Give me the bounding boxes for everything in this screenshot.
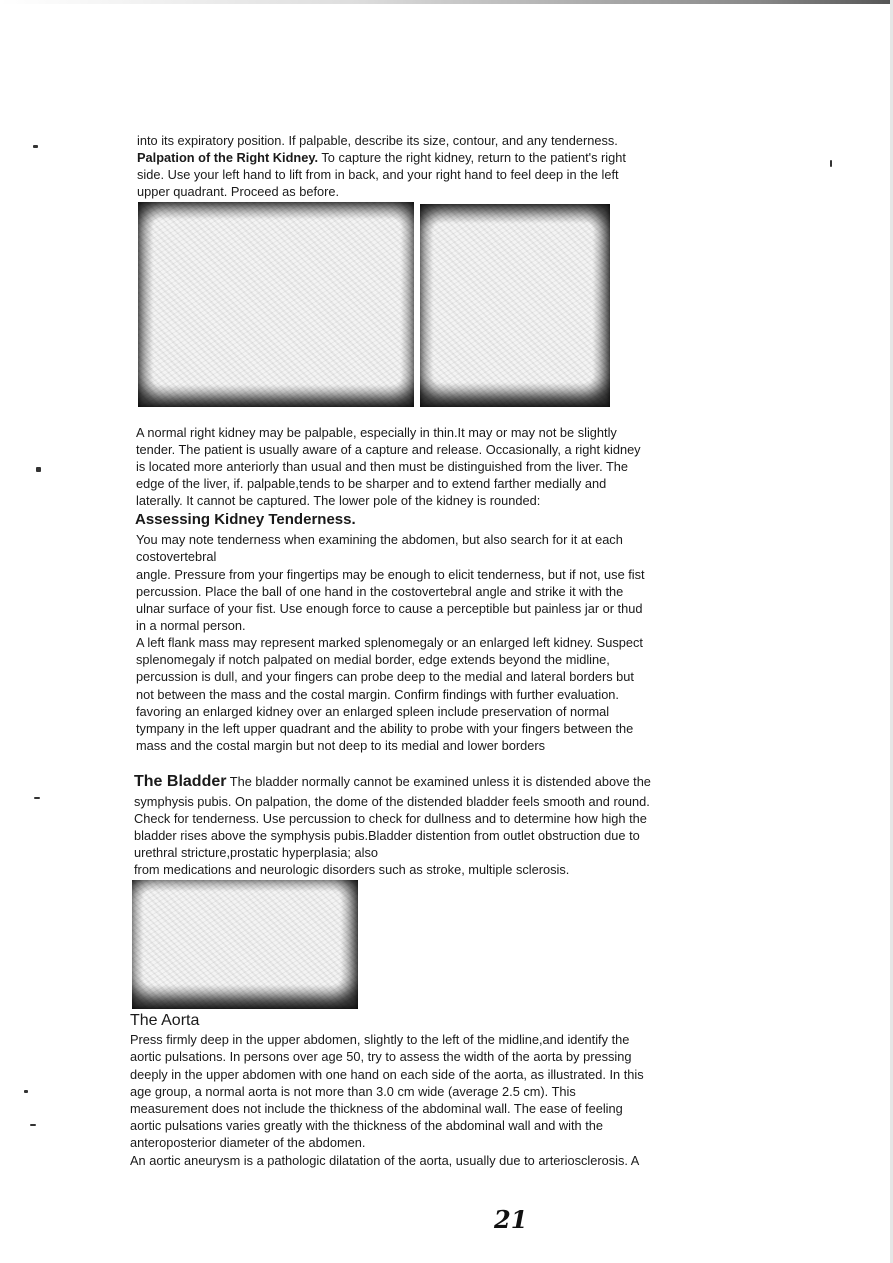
kidney-palpation-photo-right	[420, 204, 610, 407]
text-line: not between the mass and the costal margin. Confirm findings with further evaluation.	[136, 687, 619, 702]
text-line: tender. The patient is usually aware of a capture and release. Occasionally, a right kidney	[136, 442, 641, 457]
text-line: percussion. Place the ball of one hand in the costovertebral angle and strike it with the	[136, 584, 624, 599]
section-heading-bladder: The Bladder	[134, 773, 227, 790]
text-line: An aortic aneurysm is a pathologic dilatation of the aorta, usually due to arteriosclerosis. A	[130, 1153, 640, 1168]
text-line: measurement does not include the thickness of the abdominal wall. The ease of feeling	[130, 1101, 623, 1116]
margin-speck	[33, 145, 38, 148]
right-kidney-intro: To capture the right kidney, return to the patient's right	[318, 150, 626, 165]
text-line: mass and the costal margin but not deep to its medial and lower borders	[136, 738, 546, 753]
right-kidney-heading: Palpation of the Right Kidney.	[137, 150, 319, 165]
section-heading-aorta: The Aorta	[130, 1012, 200, 1029]
text-line: A normal right kidney may be palpable, especially in thin.It may or may not be slightly	[136, 425, 617, 440]
text-line: percussion is dull, and your fingers can probe deep to the medial and lateral borders but	[136, 669, 634, 684]
text-line: laterally. It cannot be captured. The lower pole of the kidney is rounded:	[136, 493, 541, 508]
text-line: from medications and neurologic disorders such as stroke, multiple sclerosis.	[134, 862, 570, 877]
margin-speck	[34, 797, 40, 799]
text-line: is located more anteriorly than usual and then must be distinguished from the liver. The	[136, 459, 629, 474]
text-line: symphysis pubis. On palpation, the dome of the distended bladder feels smooth and round.	[134, 794, 650, 809]
text-line: Check for tenderness. Use percussion to check for dullness and to determine how high the	[134, 811, 647, 826]
text-line: bladder rises above the symphysis pubis.Bladder distention from outlet obstruction due to	[134, 828, 640, 843]
text-line: in a normal person.	[136, 618, 246, 633]
text-line: splenomegaly if notch palpated on medial border, edge extends beyond the midline,	[136, 652, 610, 667]
text-line: tympany in the left upper quadrant and the ability to probe with your fingers between the	[136, 721, 634, 736]
kidney-palpation-photo-left	[138, 202, 414, 407]
text-line: age group, a normal aorta is not more than 3.0 cm wide (average 2.5 cm). This	[130, 1084, 576, 1099]
text-line: side. Use your left hand to lift from in back, and your right hand to feel deep in the left	[137, 167, 619, 182]
text-line: You may note tenderness when examining the abdomen, but also search for it at each	[136, 532, 623, 547]
margin-speck	[30, 1124, 36, 1126]
margin-speck	[36, 467, 41, 472]
text-line: aortic pulsations. In persons over age 50, try to assess the width of the aorta by pressing	[130, 1049, 632, 1064]
text-line: ulnar surface of your fist. Use enough force to cause a perceptible but painless jar or thud	[136, 601, 643, 616]
text-line	[134, 773, 651, 790]
text-line: edge of the liver, if. palpable,tends to be sharper and to extend farther medially and	[136, 476, 607, 491]
section-heading-kidney-tenderness: Assessing Kidney Tenderness.	[135, 511, 356, 528]
bladder-first-line: The bladder normally cannot be examined unless it is distended above the	[226, 774, 651, 789]
text-line: anteroposterior diameter of the abdomen.	[130, 1135, 366, 1150]
bladder-palpation-photo	[132, 880, 358, 1009]
text-line: A left flank mass may represent marked splenomegaly or an enlarged left kidney. Suspect	[136, 635, 643, 650]
scan-top-edge	[0, 0, 893, 4]
photo-grain	[420, 204, 610, 407]
text-line: costovertebral	[136, 549, 217, 564]
margin-speck	[24, 1090, 28, 1093]
text-line: Press firmly deep in the upper abdomen, slightly to the left of the midline,and identify the	[130, 1032, 630, 1047]
text-line: angle. Pressure from your fingertips may be enough to elicit tenderness, but if not, use fist	[136, 567, 645, 582]
text-line: urethral stricture,prostatic hyperplasia; also	[134, 845, 378, 860]
text-line	[137, 149, 626, 166]
margin-speck	[830, 160, 832, 167]
photo-grain	[132, 880, 358, 1009]
photo-grain	[138, 202, 414, 407]
text-line: aortic pulsations varies greatly with the thickness of the abdominal wall and with the	[130, 1118, 604, 1133]
text-line: into its expiratory position. If palpable, describe its size, contour, and any tenderness.	[137, 133, 618, 148]
text-line: deeply in the upper abdomen with one hand on each side of the aorta, as illustrated. In this	[130, 1067, 644, 1082]
text-line: favoring an enlarged kidney over an enlarged spleen include preservation of normal	[136, 704, 610, 719]
page-number: 21	[494, 1205, 528, 1234]
text-line: upper quadrant. Proceed as before.	[137, 184, 340, 199]
